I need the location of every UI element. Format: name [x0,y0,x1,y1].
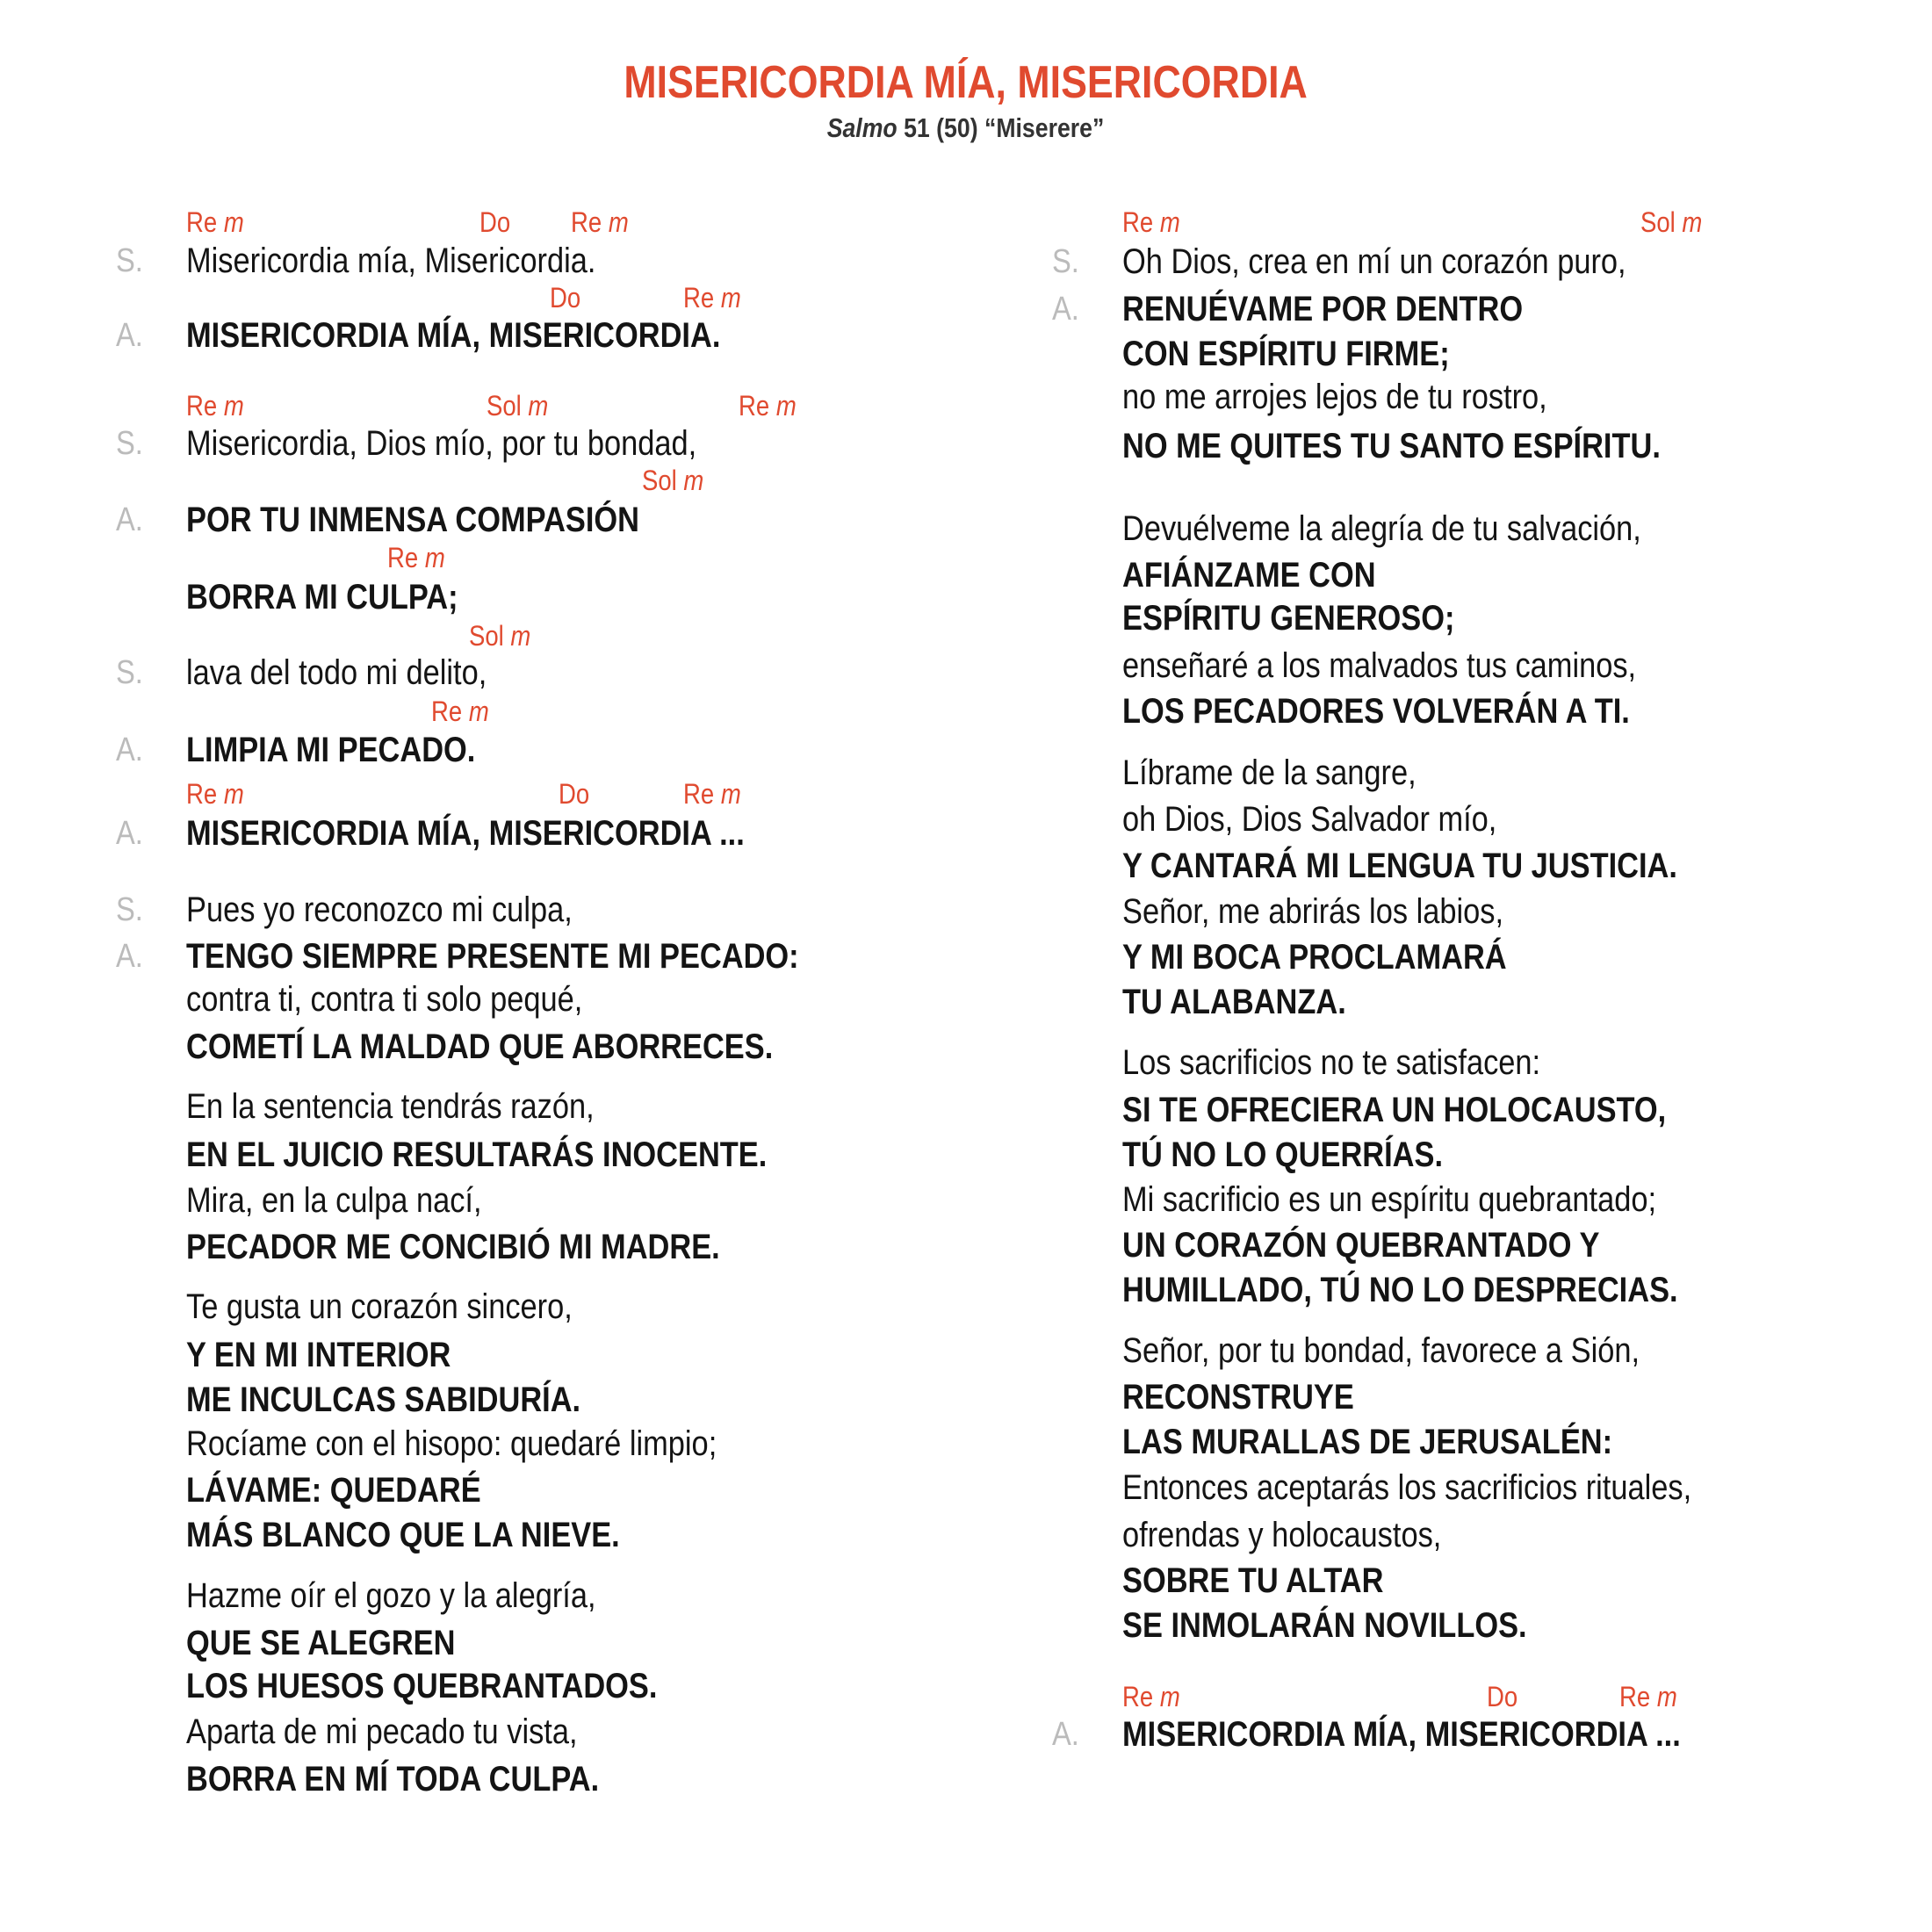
chord-symbol [186,206,244,238]
response-line: LAS MURALLAS DE JERUSALÉN: [1122,1423,1613,1461]
chord-root: Sol [1640,206,1676,238]
assembly-label: A. [116,938,143,975]
response-line: SI TE OFRECIERA UN HOLOCAUSTO, [1122,1091,1667,1129]
chord-symbol [1640,206,1702,238]
verse-line: Misericordia mía, Misericordia. [186,242,596,280]
response-line: LIMPIA MI PECADO. [186,731,476,769]
chord-symbol [559,778,589,810]
verse-line: ofrendas y holocaustos, [1122,1516,1442,1554]
response-line: Y CANTARÁ MI LENGUA TU JUSTICIA. [1122,847,1677,885]
chord-symbol [1487,1681,1517,1712]
chord-minor-mark: m [223,778,244,810]
verse-line: Mira, en la culpa nací, [186,1181,482,1220]
chord-root: Do [1487,1681,1518,1712]
chord-minor-mark: m [775,390,797,422]
verse-line: enseñaré a los malvados tus caminos, [1122,646,1637,685]
chord-root: Do [550,282,581,314]
chord-minor-mark: m [223,206,244,238]
response-line: COMETÍ LA MALDAD QUE ABORRECES. [186,1027,774,1066]
chord-symbol [642,465,703,496]
verse-line: no me arrojes lejos de tu rostro, [1122,378,1547,416]
chord-symbol [683,778,741,810]
chord-symbol [431,696,489,727]
verse-line: Mi sacrificio es un espíritu quebrantado; [1122,1180,1657,1219]
chord-minor-mark: m [528,390,549,422]
response-line: POR TU INMENSA COMPASIÓN [186,501,640,539]
song-subtitle [0,112,1932,144]
verse-line: Hazme oír el gozo y la alegría, [186,1576,596,1615]
chord-root: Re [186,778,218,810]
response-line: Y MI BOCA PROCLAMARÁ [1122,938,1507,977]
soloist-label: S. [1052,243,1079,280]
chord-minor-mark: m [1159,206,1180,238]
response-line: MISERICORDIA MÍA, MISERICORDIA ... [186,814,745,853]
chord-root: Re [739,390,770,422]
response-line: PECADOR ME CONCIBIÓ MI MADRE. [186,1228,720,1266]
response-line: BORRA MI CULPA; [186,578,458,616]
chord-root: Re [387,542,419,573]
response-line: RECONSTRUYE [1122,1378,1354,1417]
verse-line: Pues yo reconozco mi culpa, [186,890,573,929]
chord-symbol [1122,1681,1180,1712]
response-line: LOS HUESOS QUEBRANTADOS. [186,1667,658,1705]
verse-line: Te gusta un corazón sincero, [186,1287,573,1326]
verse-line: Señor, por tu bondad, favorece a Sión, [1122,1331,1640,1370]
response-line: TU ALABANZA. [1122,983,1346,1021]
verse-line: oh Dios, Dios Salvador mío, [1122,800,1497,839]
verse-line: Entonces aceptarás los sacrificios rituales, [1122,1468,1692,1507]
verse-line: Devuélveme la alegría de tu salvación, [1122,509,1641,548]
chord-symbol [479,206,510,238]
chord-root: Re [1122,1681,1154,1712]
response-line: ME INCULCAS SABIDURÍA. [186,1381,581,1419]
chord-root: Re [186,206,218,238]
chord-symbol [550,282,580,314]
chord-symbol [487,390,548,422]
verse-line: Señor, me abrirás los labios, [1122,892,1504,931]
response-line: HUMILLADO, TÚ NO LO DESPRECIAS. [1122,1271,1678,1309]
response-line: TÚ NO LO QUERRÍAS. [1122,1135,1444,1174]
chord-symbol [683,282,741,314]
chord-minor-mark: m [1159,1681,1180,1712]
subtitle-psalm-word: Salmo [827,112,898,143]
chord-root: Re [186,390,218,422]
assembly-label: A. [116,732,143,768]
chord-root: Re [431,696,463,727]
response-line: UN CORAZÓN QUEBRANTADO Y [1122,1226,1600,1265]
chord-minor-mark: m [720,282,741,314]
verse-line: Los sacrificios no te satisfacen: [1122,1043,1541,1082]
chord-root: Do [559,778,590,810]
subtitle-psalm-ref: 51 (50) “Miserere” [898,112,1105,143]
chord-root: Sol [487,390,522,422]
chord-symbol [739,390,797,422]
response-line: Y EN MI INTERIOR [186,1336,451,1374]
verse-line: Misericordia, Dios mío, por tu bondad, [186,424,697,463]
response-line: ESPÍRITU GENEROSO; [1122,599,1455,638]
verse-line: Líbrame de la sangre, [1122,753,1417,792]
verse-line: En la sentencia tendrás razón, [186,1087,595,1126]
response-line: EN EL JUICIO RESULTARÁS INOCENTE. [186,1135,768,1174]
response-line: MÁS BLANCO QUE LA NIEVE. [186,1516,620,1554]
chord-minor-mark: m [720,778,741,810]
chord-symbol [469,620,530,652]
assembly-label: A. [116,501,143,538]
chord-symbol [1619,1681,1677,1712]
chord-minor-mark: m [468,696,489,727]
chord-root: Re [1122,206,1154,238]
verse-line: contra ti, contra ti solo pequé, [186,980,583,1019]
song-title [0,54,1932,111]
chord-root: Sol [469,620,504,652]
chord-minor-mark: m [608,206,629,238]
chord-minor-mark: m [424,542,445,573]
soloist-label: S. [116,425,143,462]
response-line: BORRA EN MÍ TODA CULPA. [186,1760,600,1799]
assembly-label: A. [116,815,143,852]
response-line: SOBRE TU ALTAR [1122,1561,1384,1600]
assembly-label: A. [116,317,143,354]
response-line: TENGO SIEMPRE PRESENTE MI PECADO: [186,937,799,976]
chord-root: Re [683,282,715,314]
chord-minor-mark: m [1682,206,1703,238]
chord-minor-mark: m [1656,1681,1677,1712]
response-line: QUE SE ALEGREN [186,1624,456,1662]
chord-root: Re [683,778,715,810]
chord-symbol [571,206,629,238]
response-line: LOS PECADORES VOLVERÁN A TI. [1122,692,1630,731]
response-line: RENUÉVAME POR DENTRO [1122,290,1524,328]
chord-root: Re [1619,1681,1651,1712]
verse-line: Aparta de mi pecado tu vista, [186,1712,578,1751]
chord-root: Sol [642,465,677,496]
response-line: LÁVAME: QUEDARÉ [186,1471,481,1510]
chord-symbol [1122,206,1180,238]
response-line: SE INMOLARÁN NOVILLOS. [1122,1606,1527,1645]
chord-minor-mark: m [223,390,244,422]
response-line: MISERICORDIA MÍA, MISERICORDIA ... [1122,1715,1681,1754]
chord-root: Re [571,206,602,238]
song-title-text: MISERICORDIA MÍA, MISERICORDIA [624,57,1308,108]
verse-line: lava del todo mi delito, [186,653,487,692]
chord-minor-mark: m [510,620,531,652]
soloist-label: S. [116,891,143,928]
response-line: AFIÁNZAME CON [1122,556,1376,595]
verse-line: Oh Dios, crea en mí un corazón puro, [1122,242,1626,281]
response-line: CON ESPÍRITU FIRME; [1122,335,1450,373]
assembly-label: A. [1052,1716,1079,1753]
chord-minor-mark: m [683,465,704,496]
chord-root: Do [479,206,511,238]
verse-line: Rocíame con el hisopo: quedaré limpio; [186,1424,717,1463]
chord-symbol [186,390,244,422]
soloist-label: S. [116,242,143,279]
assembly-label: A. [1052,291,1079,328]
chord-symbol [387,542,445,573]
soloist-label: S. [116,654,143,691]
response-line: NO ME QUITES TU SANTO ESPÍRITU. [1122,427,1661,465]
chord-symbol [186,778,244,810]
response-line: MISERICORDIA MÍA, MISERICORDIA. [186,316,721,355]
